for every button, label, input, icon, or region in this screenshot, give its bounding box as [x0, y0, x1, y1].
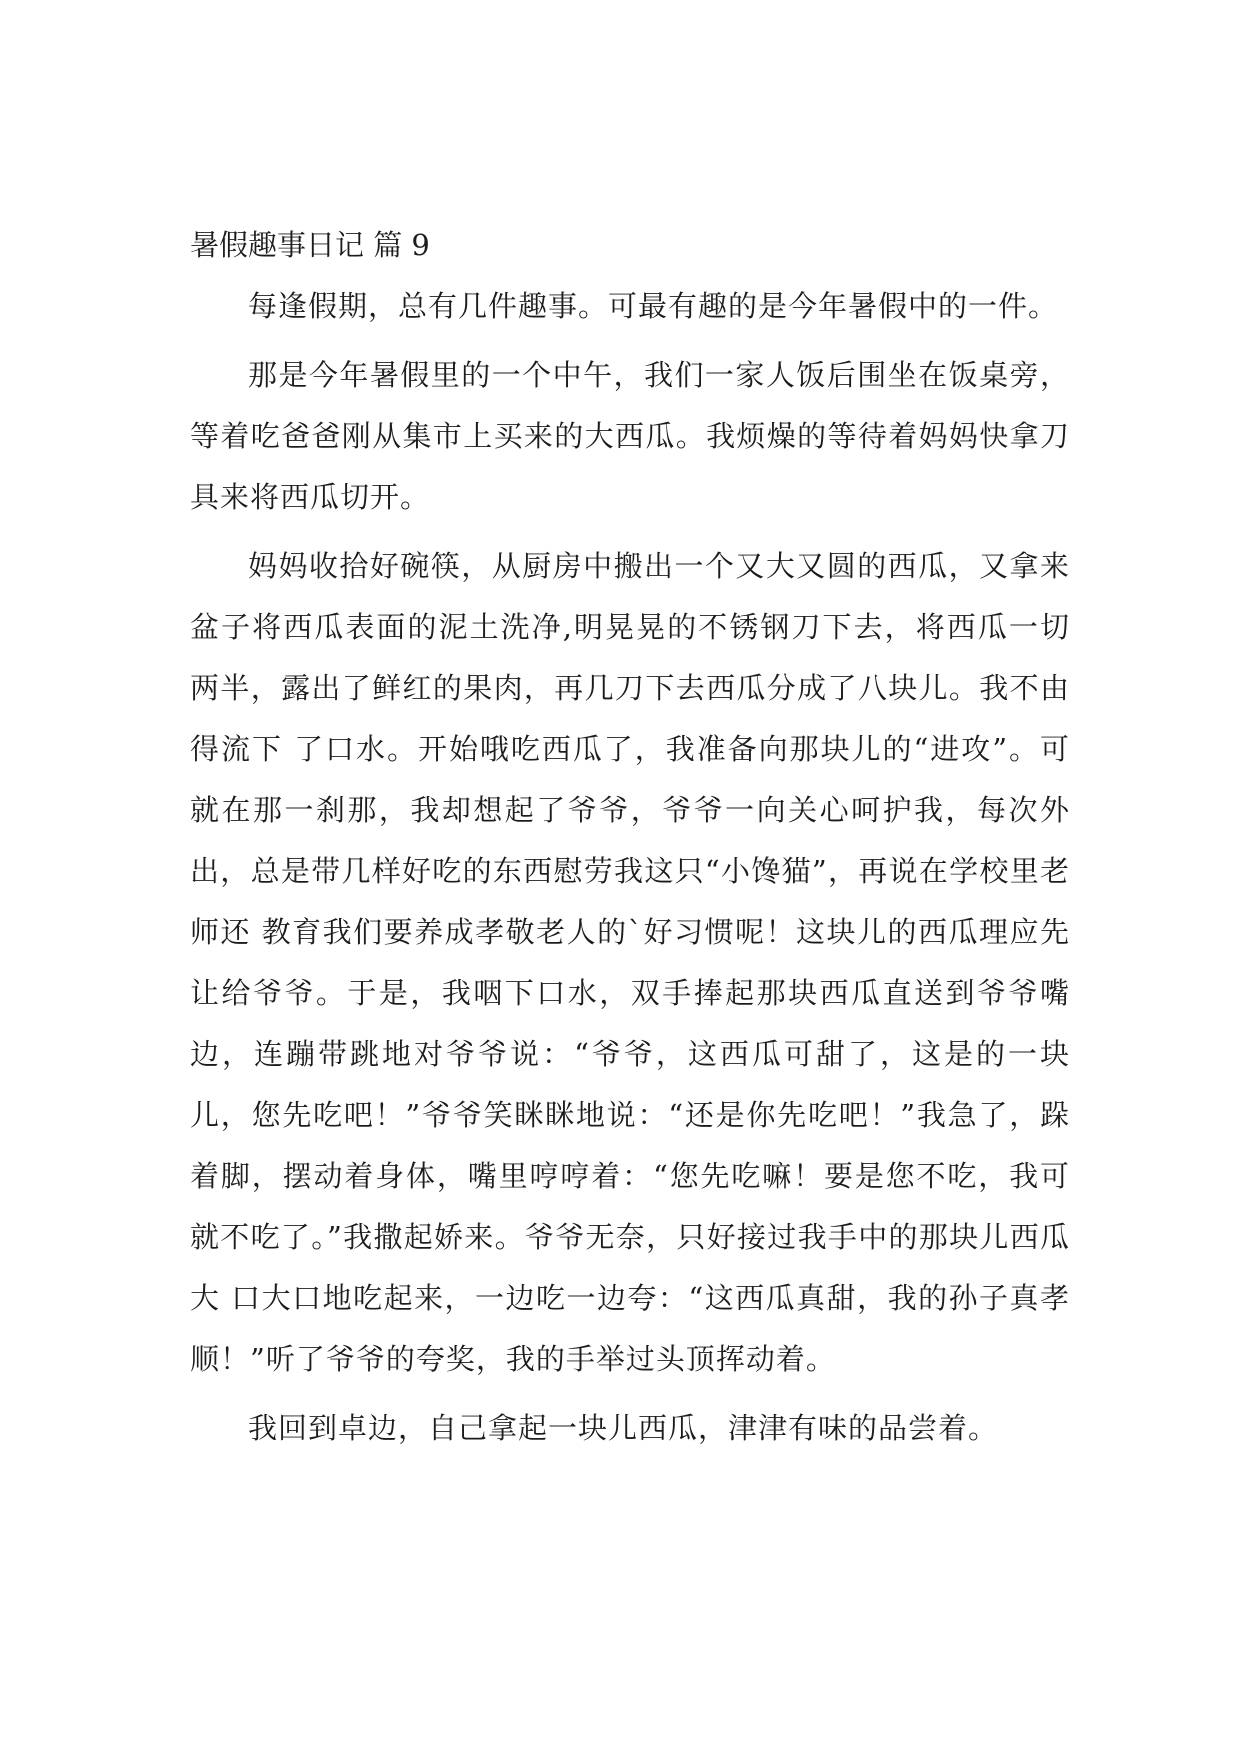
paragraph-2: 那是今年暑假里的一个中午，我们一家人饭后围坐在饭桌旁，等着吃爸爸刚从集市上买来的大西瓜。我烦燥的等待着妈妈快拿刀具来将西瓜切开。	[190, 358, 1070, 514]
paragraph-1: 每逢假期，总有几件趣事。可最有趣的是今年暑假中的一件。	[248, 289, 1059, 323]
document-body	[190, 222, 1070, 1467]
document-title: 暑假趣事日记 篇 9	[190, 228, 430, 262]
paragraph-4: 我回到卓边，自己拿起一块儿西瓜，津津有味的品尝着。	[248, 1411, 999, 1445]
paragraph-3: 妈妈收拾好碗筷，从厨房中搬出一个又大又圆的西瓜，又拿来盆子将西瓜表面的泥土洗净,明晃晃的不锈钢刀下去，将西瓜一切两半，露出了鲜红的果肉，再几刀下去西瓜分成了八块儿。我不由得流下 了口水。开始哦吃西瓜了，我准备向那块儿的“进攻”。可就在那一刹那，我却想起了爷爷，爷爷一向关心呵护我，每次外出，总是带几样好吃的东西慰劳我这只“小馋猫”，再说在学校里老师还 教育我们要养成孝敬老人的`好习惯呢！这块儿的西瓜理应先让给爷爷。于是，我咽下口水，双手捧起那块西瓜直送到爷爷嘴边，连蹦带跳地对爷爷说：“爷爷，这西瓜可甜了，这是的一块儿，您先吃吧！”爷爷笑眯眯地说：“还是你先吃吧！”我急了，跺着脚，摆动着身体，嘴里哼哼着：“您先吃嘛！要是您不吃，我可就不吃了。”我撒起娇来。爷爷无奈，只好接过我手中的那块儿西瓜大 口大口地吃起来，一边吃一边夸：“这西瓜真甜，我的孙子真孝顺！”听了爷爷的夸奖，我的手举过头顶挥动着。	[190, 549, 1070, 1376]
